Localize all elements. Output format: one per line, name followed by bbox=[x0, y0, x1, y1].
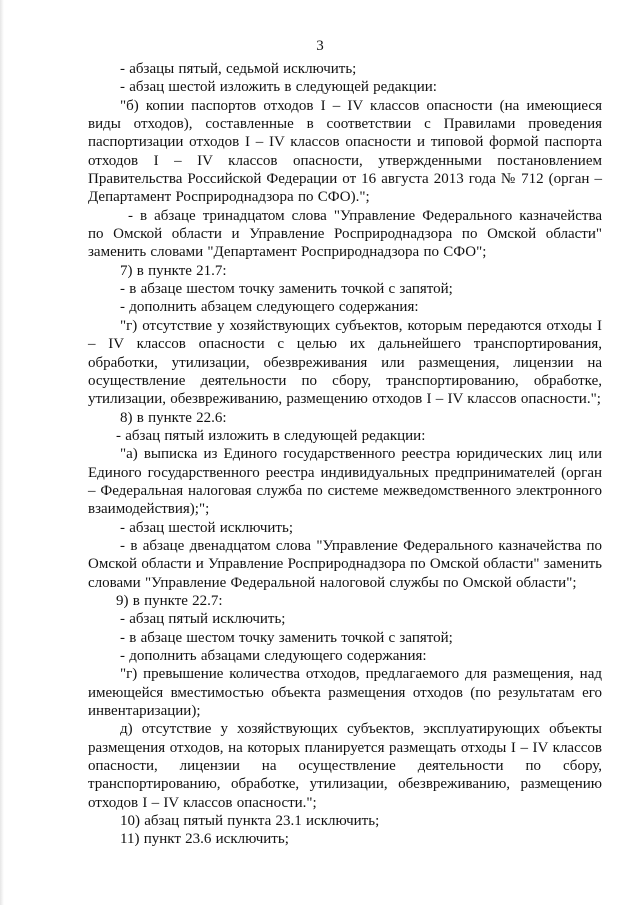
paragraph-18: "г) превышение количества отходов, предлагаемого для размещения, над имеющейся вместимостью объекта размещения отходов (по результатам его инвентаризации); bbox=[88, 666, 602, 720]
paragraph-21: 11) пункт 23.6 исключить; bbox=[120, 831, 289, 848]
paragraph-4: - в абзаце тринадцатом слова "Управление Федерального казначейства по Омской области и Управление Росприроднадзора по Омской области" заменить словами "Департамент Росприроднадзора по СФО"; bbox=[88, 207, 602, 261]
paragraph-12: - абзац шестой исключить; bbox=[120, 519, 293, 536]
paragraph-11: "а) выписка из Единого государственного реестра юридических лиц или Единого государственного реестра индивидуальных предпринимателей (орган – Федеральная налоговая служба по системе межведомственного электронного взаимодействия);"; bbox=[88, 446, 602, 518]
paragraph-3: "б) копии паспортов отходов I – IV классов опасности (на имеющиеся виды отходов), составленные в соответствии с Правилами проведения паспортизации отходов I – IV классов опасности и типовой формой паспорта отходов I – IV классов опасности, утвержденными постановлением Правительства Российской Федерации от 16 августа 2013 года № 712 (орган – Департамент Росприроднадзора по СФО)."; bbox=[88, 97, 602, 206]
paragraph-7: - дополнить абзацем следующего содержания: bbox=[120, 299, 419, 316]
paragraph-9: 8) в пункте 22.6: bbox=[120, 409, 227, 426]
paragraph-5: 7) в пункте 21.7: bbox=[120, 262, 227, 279]
paragraph-19: д) отсутствие у хозяйствующих субъектов, эксплуатирующих объекты размещения отходов, на которых планируется размещать отходы I – IV классов опасности, лицензии на осуществление деятельности по сбору, транспортированию, обработке, утилизации, обезвреживанию, размещению отходов I – IV классов опасности."; bbox=[88, 721, 602, 811]
paragraph-16: - в абзаце шестом точку заменить точкой с запятой; bbox=[120, 629, 453, 646]
document-body bbox=[88, 60, 602, 849]
paragraph-15: - абзац пятый исключить; bbox=[120, 611, 286, 628]
paragraph-14: 9) в пункте 22.7: bbox=[116, 592, 223, 609]
paragraph-13: - в абзаце двенадцатом слова "Управление Федерального казначейства по Омской области и Управление Росприроднадзора по Омской области" заменить словами "Управление Федеральной налоговой службы по Омской области"; bbox=[88, 537, 602, 591]
paragraph-6: - в абзаце шестом точку заменить точкой с запятой; bbox=[120, 281, 453, 298]
paragraph-2: - абзац шестой изложить в следующей редакции: bbox=[120, 79, 437, 96]
paragraph-8: "г) отсутствие у хозяйствующих субъектов, которым передаются отходы I – IV классов опасности с целью их дальнейшего транспортирования, обработки, утилизации, обезвреживания или размещения, лицензии на осуществление деятельности по сбору, транспортированию, обработке, утилизации, обезвреживанию, размещению отходов I – IV классов опасности."; bbox=[88, 317, 602, 408]
paragraph-17: - дополнить абзацами следующего содержания: bbox=[120, 648, 427, 664]
paragraph-1: - абзацы пятый, седьмой исключить; bbox=[120, 61, 357, 77]
scan-edge-shadow bbox=[0, 0, 4, 905]
paragraph-20: 10) абзац пятый пункта 23.1 исключить; bbox=[120, 813, 380, 830]
paragraph-10: - абзац пятый изложить в следующей редакции: bbox=[116, 427, 426, 444]
page-number: 3 bbox=[316, 38, 324, 54]
